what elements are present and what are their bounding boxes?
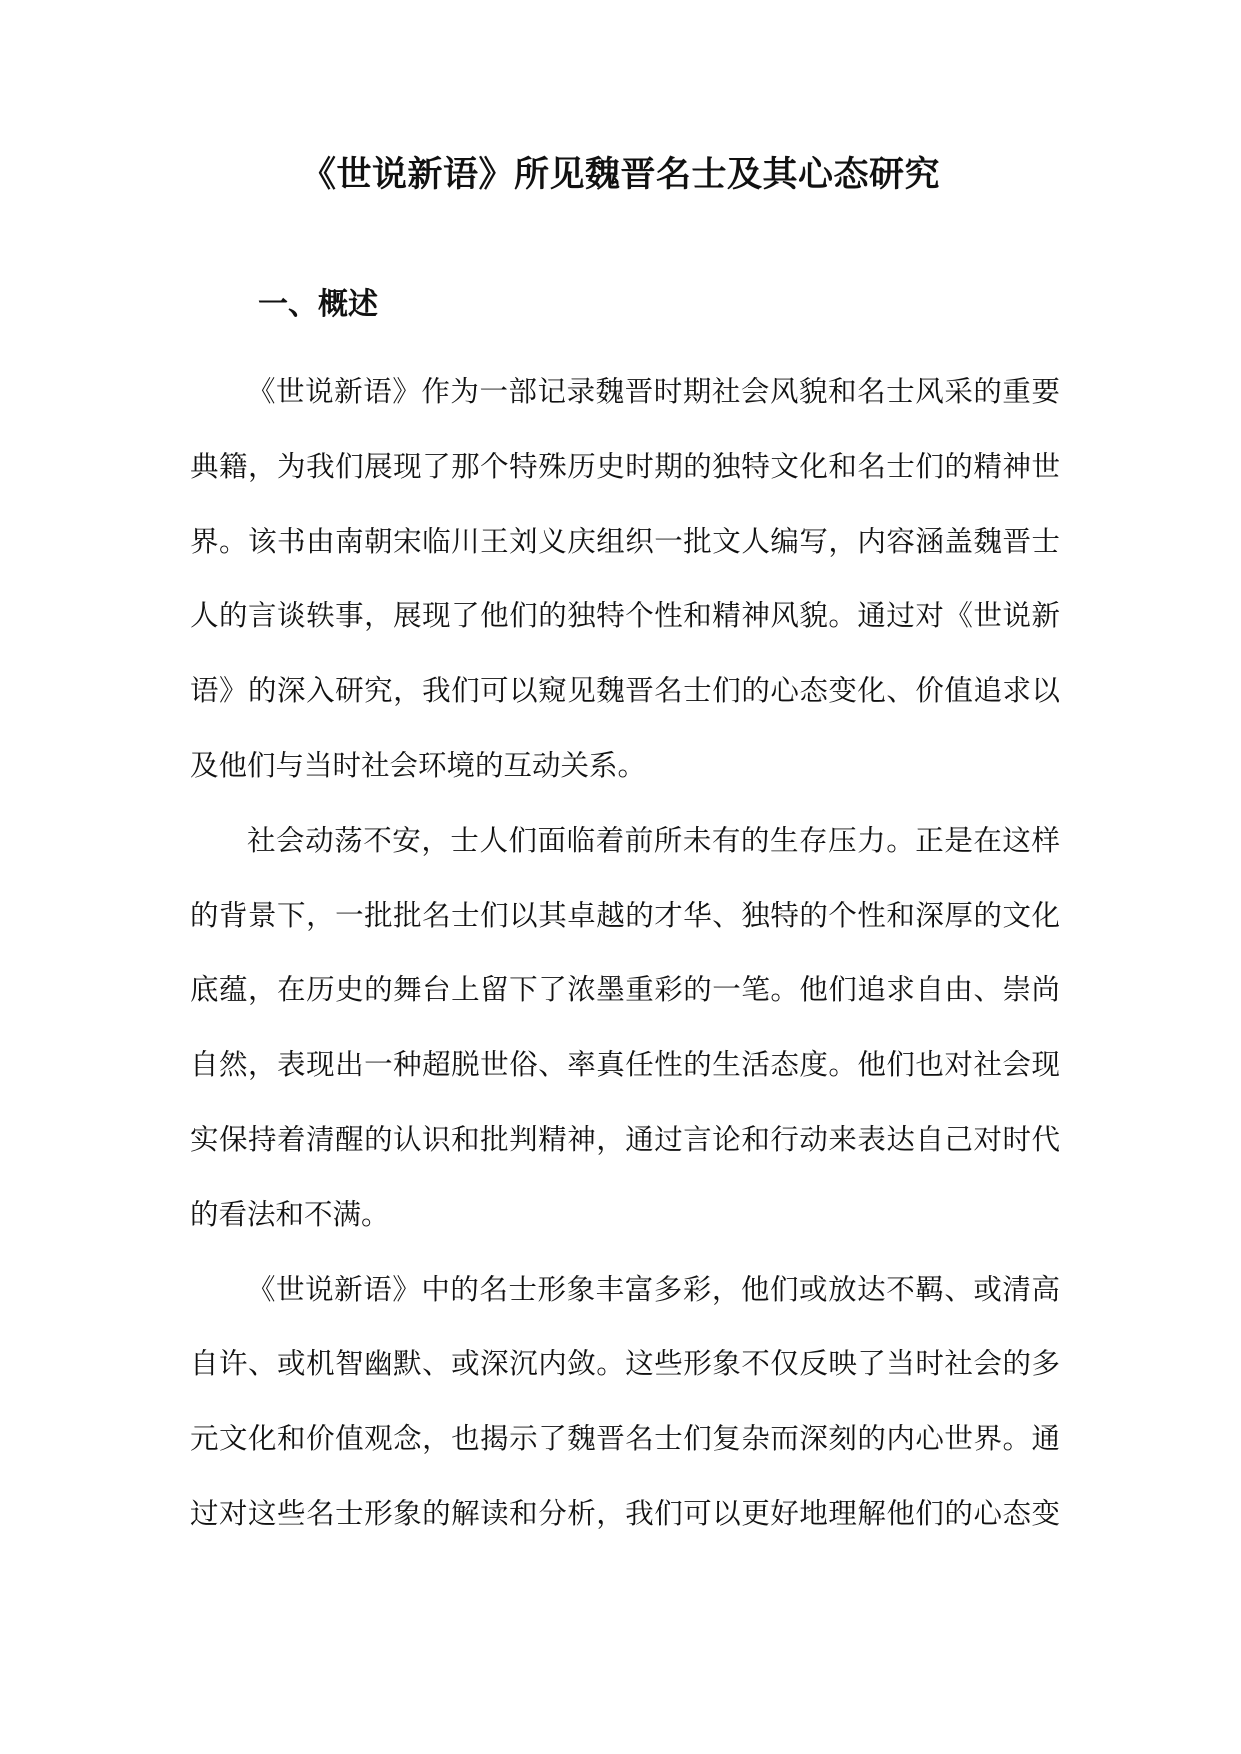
paragraph-line: 人的言谈轶事，展现了他们的独特个性和精神风貌。通过对《世说新: [190, 599, 1060, 633]
paragraph-line: 元文化和价值观念，也揭示了魏晋名士们复杂而深刻的内心世界。通: [190, 1422, 1060, 1456]
paragraph-line: 自然，表现出一种超脱世俗、率真任性的生活态度。他们也对社会现: [190, 1048, 1060, 1082]
paragraph-line: 实保持着清醒的认识和批判精神，通过言论和行动来表达自己对时代: [190, 1122, 1060, 1156]
paragraph-line: 语》的深入研究，我们可以窥见魏晋名士们的心态变化、价值追求以: [190, 674, 1060, 708]
paragraph-3: [190, 1253, 1060, 1552]
paragraph-line: 的背景下，一批批名士们以其卓越的才华、独特的个性和深厚的文化: [190, 898, 1060, 932]
paragraph-line: 《世说新语》中的名士形象丰富多彩，他们或放达不羁、或清高: [247, 1272, 1060, 1306]
paragraph-line: 的看法和不满。: [190, 1197, 390, 1231]
paragraph-1: [190, 355, 1060, 804]
section-heading: 一、概述: [258, 287, 378, 322]
paragraph-line: 自许、或机智幽默、或深沉内敛。这些形象不仅反映了当时社会的多: [190, 1347, 1060, 1381]
paragraph-line: 《世说新语》作为一部记录魏晋时期社会风貌和名士风采的重要: [247, 375, 1060, 408]
body-text: [190, 355, 1060, 1552]
paragraph-line: 界。该书由南朝宋临川王刘义庆组织一批文人编写，内容涵盖魏晋士: [190, 524, 1060, 558]
document-title: 《世说新语》所见魏晋名士及其心态研究: [300, 154, 940, 195]
paragraph-line: 过对这些名士形象的解读和分析，我们可以更好地理解他们的心态变: [190, 1496, 1060, 1530]
paragraph-line: 及他们与当时社会环境的互动关系。: [190, 748, 647, 782]
paragraph-line: 底蕴，在历史的舞台上留下了浓墨重彩的一笔。他们追求自由、崇尚: [190, 973, 1060, 1007]
paragraph-2: [190, 804, 1060, 1253]
paragraph-line: 社会动荡不安，士人们面临着前所未有的生存压力。正是在这样: [247, 823, 1060, 857]
paragraph-line: 典籍，为我们展现了那个特殊历史时期的独特文化和名士们的精神世: [190, 449, 1060, 483]
